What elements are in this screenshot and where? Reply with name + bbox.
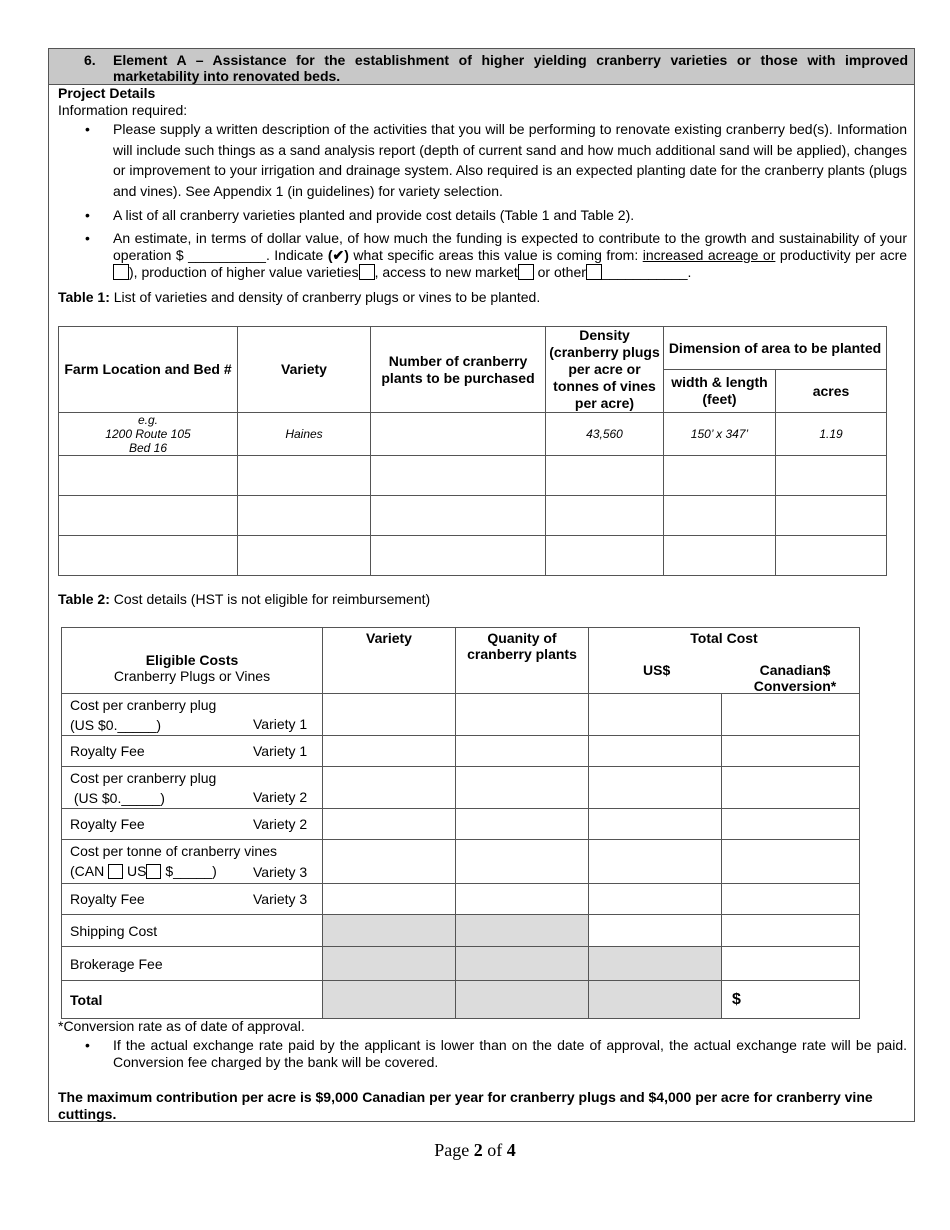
checkmark-icon: (✔) bbox=[327, 246, 349, 263]
list-item: • If the actual exchange rate paid by the applicant is lower than on the date of approval, the actual exchange rate will be paid. Conversion fee charged by the bank will be covered. bbox=[85, 1037, 907, 1070]
table-row: Royalty Fee Variety 1 bbox=[62, 736, 860, 767]
list-item: • Please supply a written description of the activities that you will be performing to renovate existing cranberry bed(s). Information will include such things as a sand analysis report (depth of current sand and how much additional sand will be applied), changes or improvement to your irrigation and drainage system. Also required is an expected planting date for the cranberry plants (plugs and vines). See Appendix 1 (in guidelines) for variety selection. bbox=[85, 121, 907, 199]
section-number: 6. bbox=[84, 52, 96, 68]
varieties-checkbox[interactable] bbox=[359, 264, 375, 280]
requirements-list bbox=[85, 119, 907, 285]
table-row: Brokerage Fee bbox=[62, 947, 860, 981]
total-cost-header: Total Cost US$ Canadian$ Conversion* bbox=[589, 628, 860, 694]
max-contribution-note: The maximum contribution per acre is $9,000 Canadian per year for cranberry plugs and $4,000 per acre for cranberry vine cuttings. bbox=[58, 1089, 873, 1122]
quantity-header: Quanity of cranberry plants bbox=[456, 628, 589, 694]
table-row[interactable] bbox=[59, 496, 887, 536]
table-row: Royalty Fee Variety 3 bbox=[62, 884, 860, 915]
table2-caption: Table 2: Cost details (HST is not eligible for reimbursement) bbox=[58, 591, 431, 607]
farm-location-header: Farm Location and Bed # bbox=[59, 327, 238, 413]
other-checkbox[interactable] bbox=[586, 264, 602, 280]
table1-caption: Table 1: List of varieties and density of cranberry plugs or vines to be planted. bbox=[58, 289, 541, 305]
example-density: 43,560 bbox=[546, 413, 664, 456]
section-header bbox=[48, 48, 915, 85]
total-label: Total bbox=[62, 981, 323, 1019]
list-item: • A list of all cranberry varieties planted and provide cost details (Table 1 and Table 2). bbox=[85, 207, 635, 223]
conversion-list bbox=[85, 1037, 907, 1075]
section-title: Element A – Assistance for the establishment of higher yielding cranberry varieties or those with improved marketability into renovated beds. bbox=[113, 52, 908, 84]
cost-table bbox=[61, 627, 860, 1019]
table-row bbox=[59, 413, 887, 456]
example-farm: e.g. 1200 Route 105 Bed 16 bbox=[59, 413, 238, 456]
us-dollar-header: US$ bbox=[643, 662, 671, 678]
new-market-checkbox[interactable] bbox=[518, 264, 534, 280]
project-details-heading: Project Details bbox=[58, 85, 156, 101]
can-checkbox[interactable] bbox=[108, 864, 123, 879]
table-row bbox=[62, 981, 860, 1019]
dimension-header: Dimension of area to be planted bbox=[664, 327, 887, 370]
example-variety: Haines bbox=[238, 413, 371, 456]
table-row: Cost per tonne of cranberry vines (CAN US $_____) Variety 3 bbox=[62, 840, 860, 884]
table-row[interactable] bbox=[59, 536, 887, 576]
example-acres: 1.19 bbox=[776, 413, 887, 456]
canadian-dollar-header: Canadian$ Conversion* bbox=[753, 662, 837, 694]
variety-header: Variety bbox=[323, 628, 456, 694]
table-row: Cost per cranberry plug (US $0._____) Variety 1 bbox=[62, 694, 860, 736]
us-checkbox[interactable] bbox=[146, 864, 161, 879]
total-cad-value[interactable]: $ bbox=[722, 981, 860, 1019]
number-plants-header: Number of cranberry plants to be purchased bbox=[371, 327, 546, 413]
list-item: • An estimate, in terms of dollar value, of how much the funding is expected to contribute to the growth and sustainability of your operation $ __________. Indicate (✔) what specific areas this value is coming from: increased acreage or productivity per acre), production of higher value varieties , access to new market or other ___________. bbox=[85, 229, 908, 280]
table-row: Royalty Fee Variety 2 bbox=[62, 809, 860, 840]
acres-header: acres bbox=[776, 370, 887, 413]
example-number bbox=[371, 413, 546, 456]
width-length-header: width & length (feet) bbox=[664, 370, 776, 413]
conversion-note: *Conversion rate as of date of approval. bbox=[58, 1018, 305, 1034]
info-required-label: Information required: bbox=[58, 102, 188, 118]
eligible-costs-header: Eligible Costs Cranberry Plugs or Vines bbox=[62, 628, 323, 694]
page-number: Page 2 of 4 bbox=[434, 1140, 516, 1160]
table-row[interactable] bbox=[59, 456, 887, 496]
table-row: Shipping Cost bbox=[62, 915, 860, 947]
table-row: Cost per cranberry plug (US $0._____) Variety 2 bbox=[62, 767, 860, 809]
example-dims: 150’ x 347’ bbox=[664, 413, 776, 456]
variety-header: Variety bbox=[238, 327, 371, 413]
density-header: Density (cranberry plugs per acre or tonnes of vines per acre) bbox=[546, 327, 664, 413]
acreage-checkbox[interactable] bbox=[113, 264, 129, 280]
varieties-table bbox=[58, 326, 887, 576]
